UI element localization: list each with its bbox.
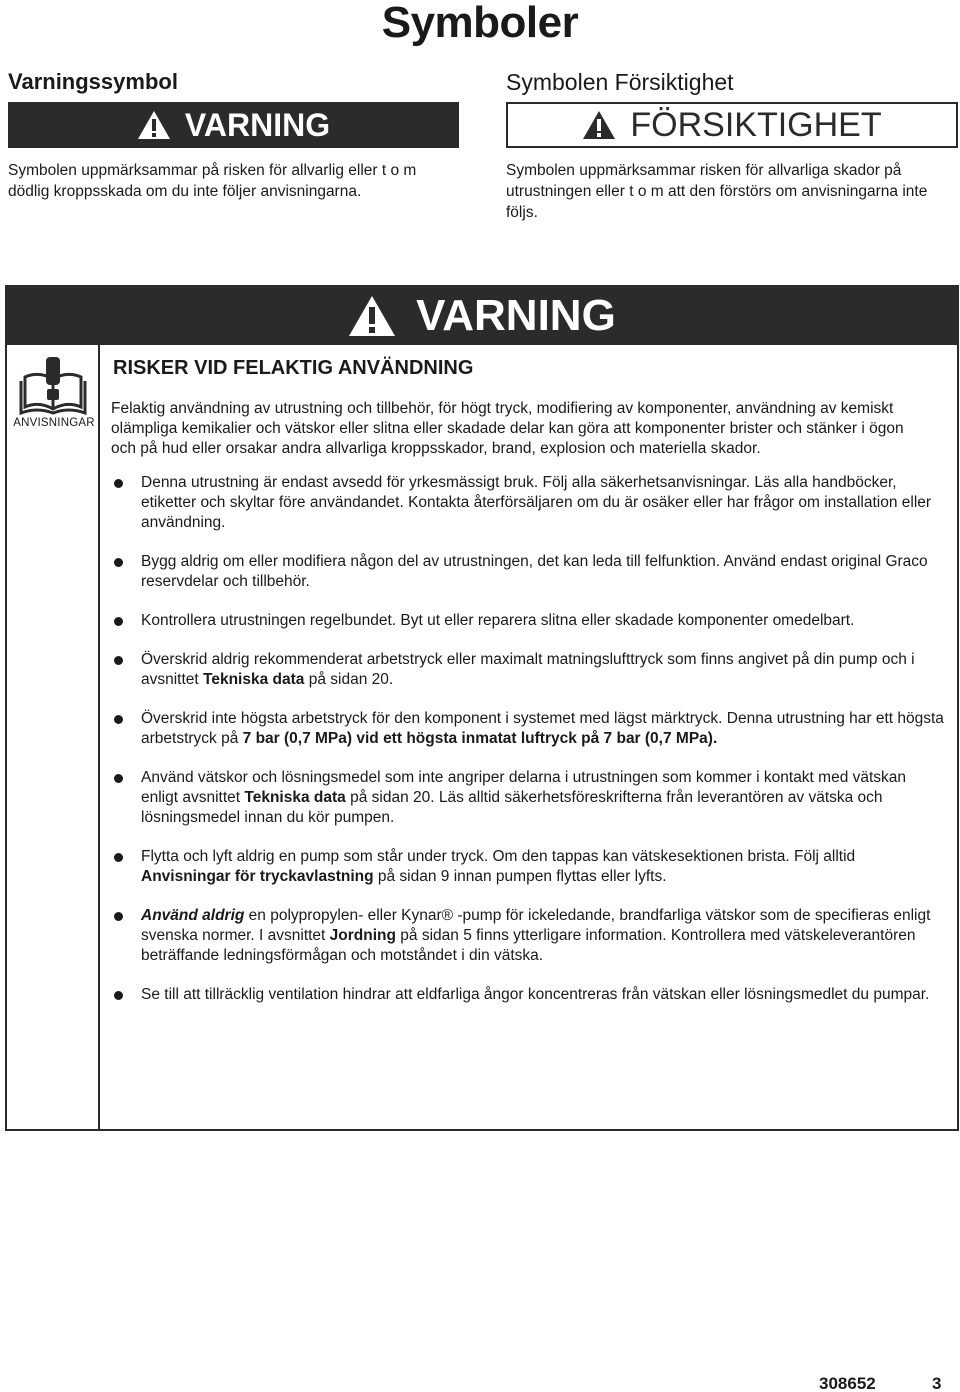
warning-box-header (7, 287, 957, 345)
page-footer (0, 1374, 960, 1392)
manual-icon-label: ANVISNINGAR (13, 417, 95, 429)
warning-box-header-label: VARNING (416, 291, 616, 340)
column-divider (98, 345, 100, 1129)
read-manual-icon (19, 355, 87, 420)
document-number: 308652 (819, 1374, 876, 1392)
list-item: Använd aldrig en polypropylen- eller Kynar® -pump för ickeledande, brandfarliga vätskor som de specifieras enligt svenska normer. I avsnittet Jordning på sidan 5 finns ytterligare information. Kontrollera med vätskeleverantören beträffande ledningsförmågan och motståndet i din vätska. (111, 906, 946, 966)
list-item: Denna utrustning är endast avsedd för yrkesmässigt bruk. Följ alla säkerhetsanvisningar. Läs alla handböcker, etiketter och skyltar före användandet. Kontakta återförsäljaren om du är osäker eller har frågor om installation eller användning. (111, 473, 946, 533)
caution-symbol-description: Symbolen uppmärksammar risken för allvarliga skador på utrustningen eller t o m att den förstörs om anvisningarna inte följs. (506, 162, 928, 221)
warning-triangle-icon (137, 110, 171, 140)
list-item: Se till att tillräcklig ventilation hindrar att eldfarliga ångor koncentreras från vätskan eller lösningsmedlet du pumpar. (111, 985, 946, 1005)
list-item: Bygg aldrig om eller modifiera någon del av utrustningen, det kan leda till felfunktion. Använd endast original Graco reservdelar och tillbehör. (111, 552, 946, 592)
caution-triangle-icon (582, 110, 616, 140)
caution-banner-label: FÖRSIKTIGHET (630, 105, 882, 144)
warning-symbol-heading: Varningssymbol (8, 69, 178, 94)
warning-banner (8, 102, 459, 148)
warning-banner-label: VARNING (184, 106, 331, 143)
hazard-title: RISKER VID FELAKTIG ANVÄNDNING (113, 357, 474, 379)
warning-box (5, 285, 959, 1131)
hazard-intro: Felaktig användning av utrustning och tillbehör, för högt tryck, modifiering av komponenter, användning av kemiskt olämpliga kemikalier och vätskor eller slitna eller skadade delar kan göra att komponenter brister och stänker i ögon och på hud eller orsakar andra allvarliga kroppsskador, brand, explosion och materiella skador. (111, 400, 904, 457)
warning-symbol-description: Symbolen uppmärksammar på risken för allvarlig eller t o m dödlig kroppsskada om du inte följer anvisningarna. (8, 162, 417, 200)
list-item: Flytta och lyft aldrig en pump som står under tryck. Om den tappas kan vätskesektionen brista. Följ alltid Anvisningar för tryckavlastning på sidan 9 innan pumpen flyttas eller lyfts. (111, 847, 946, 887)
list-item: Överskrid inte högsta arbetstryck för den komponent i systemet med lägst märktryck. Denna utrustning har ett högsta arbetstryck på 7 bar (0,7 MPa) vid ett högsta inmatat luftryck på 7 bar (0,7 MPa). (111, 709, 946, 749)
list-item: Använd vätskor och lösningsmedel som inte angriper delarna i utrustningen som kommer i kontakt med vätskan enligt avsnittet Tekniska data på sidan 20. Läs alltid säkerhetsföreskrifterna från leverantören av vätska och lösningsmedel innan du kör pumpen. (111, 768, 946, 828)
list-item: Överskrid aldrig rekommenderat arbetstryck eller maximalt matningslufttryck som finns angivet på din pump och i avsnittet Tekniska data på sidan 20. (111, 650, 946, 690)
warning-bullet-list (111, 473, 946, 1024)
page-title: Symboler (381, 0, 579, 47)
page-number: 3 (932, 1374, 942, 1392)
warning-triangle-icon (348, 295, 396, 337)
caution-symbol-heading: Symbolen Försiktighet (506, 69, 734, 95)
list-item: Kontrollera utrustningen regelbundet. Byt ut eller reparera slitna eller skadade komponenter omedelbart. (111, 611, 946, 631)
caution-banner (506, 102, 958, 148)
